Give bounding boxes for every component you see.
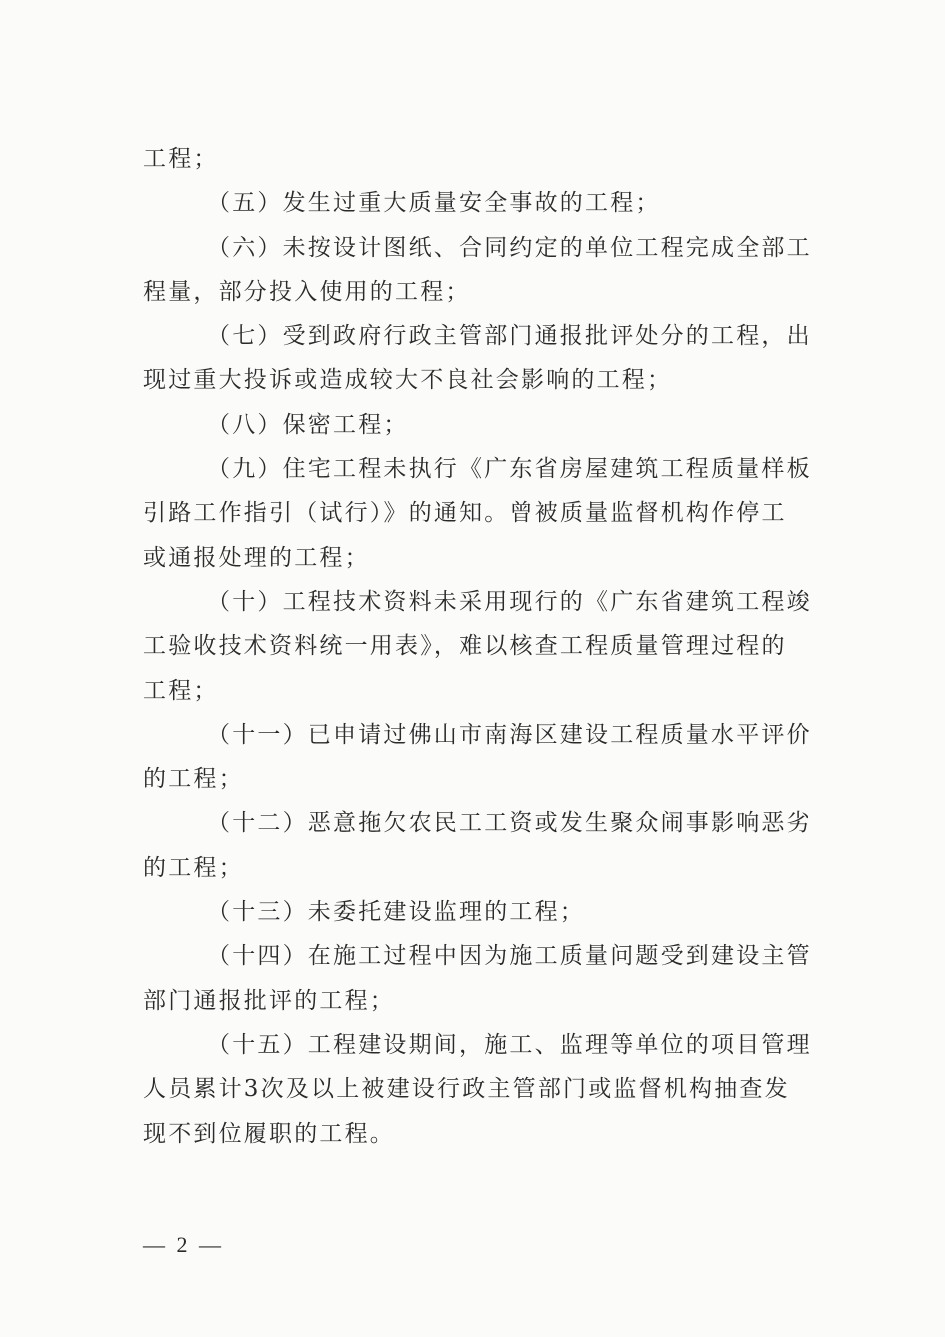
text-line-item-14: （十四）在施工过程中因为施工质量问题受到建设主管: [207, 943, 812, 970]
text-line-item-6: （六）未按设计图纸、合同约定的单位工程完成全部工: [207, 234, 812, 261]
text-line-item-12: （十二）恶意拖欠农民工工资或发生聚众闹事影响恶劣: [207, 810, 812, 837]
text-line: 工程；: [143, 677, 219, 704]
page-number: — 2 —: [143, 1232, 224, 1257]
text-line: 工程；: [143, 146, 219, 172]
text-line: 部门通报批评的工程；: [143, 987, 395, 1014]
text-line: 现不到位履职的工程。: [143, 1120, 395, 1147]
text-line: 工验收技术资料统一用表》，难以核查工程质量管理过程的: [143, 633, 787, 660]
text-line-item-11: （十一）已申请过佛山市南海区建设工程质量水平评价: [207, 721, 812, 748]
text-line-item-15: （十五）工程建设期间，施工、监理等单位的项目管理: [207, 1031, 812, 1058]
text-line: 程量，部分投入使用的工程；: [143, 278, 471, 305]
text-line-item-10: （十）工程技术资料未采用现行的《广东省建筑工程竣: [207, 588, 812, 615]
text-line: 现过重大投诉或造成较大不良社会影响的工程；: [143, 367, 673, 394]
text-line-item-8: （八）保密工程；: [207, 411, 409, 438]
document-body: [143, 137, 812, 1156]
text-line-item-7: （七）受到政府行政主管部门通报批评处分的工程，出: [207, 323, 812, 350]
text-line: 或通报处理的工程；: [143, 544, 370, 571]
text-line: 的工程；: [143, 766, 244, 793]
text-line: 人员累计3次及以上被建设行政主管部门或监督机构抽查发: [143, 1076, 790, 1103]
text-line-item-5: （五）发生过重大质量安全事故的工程；: [207, 190, 661, 217]
text-line: 的工程；: [143, 854, 244, 881]
text-line: 引路工作指引（试行）》的通知。曾被质量监督机构作停工: [143, 500, 787, 527]
text-line-item-13: （十三）未委托建设监理的工程；: [207, 899, 585, 926]
text-line-item-9: （九）住宅工程未执行《广东省房屋建筑工程质量样板: [207, 456, 812, 483]
